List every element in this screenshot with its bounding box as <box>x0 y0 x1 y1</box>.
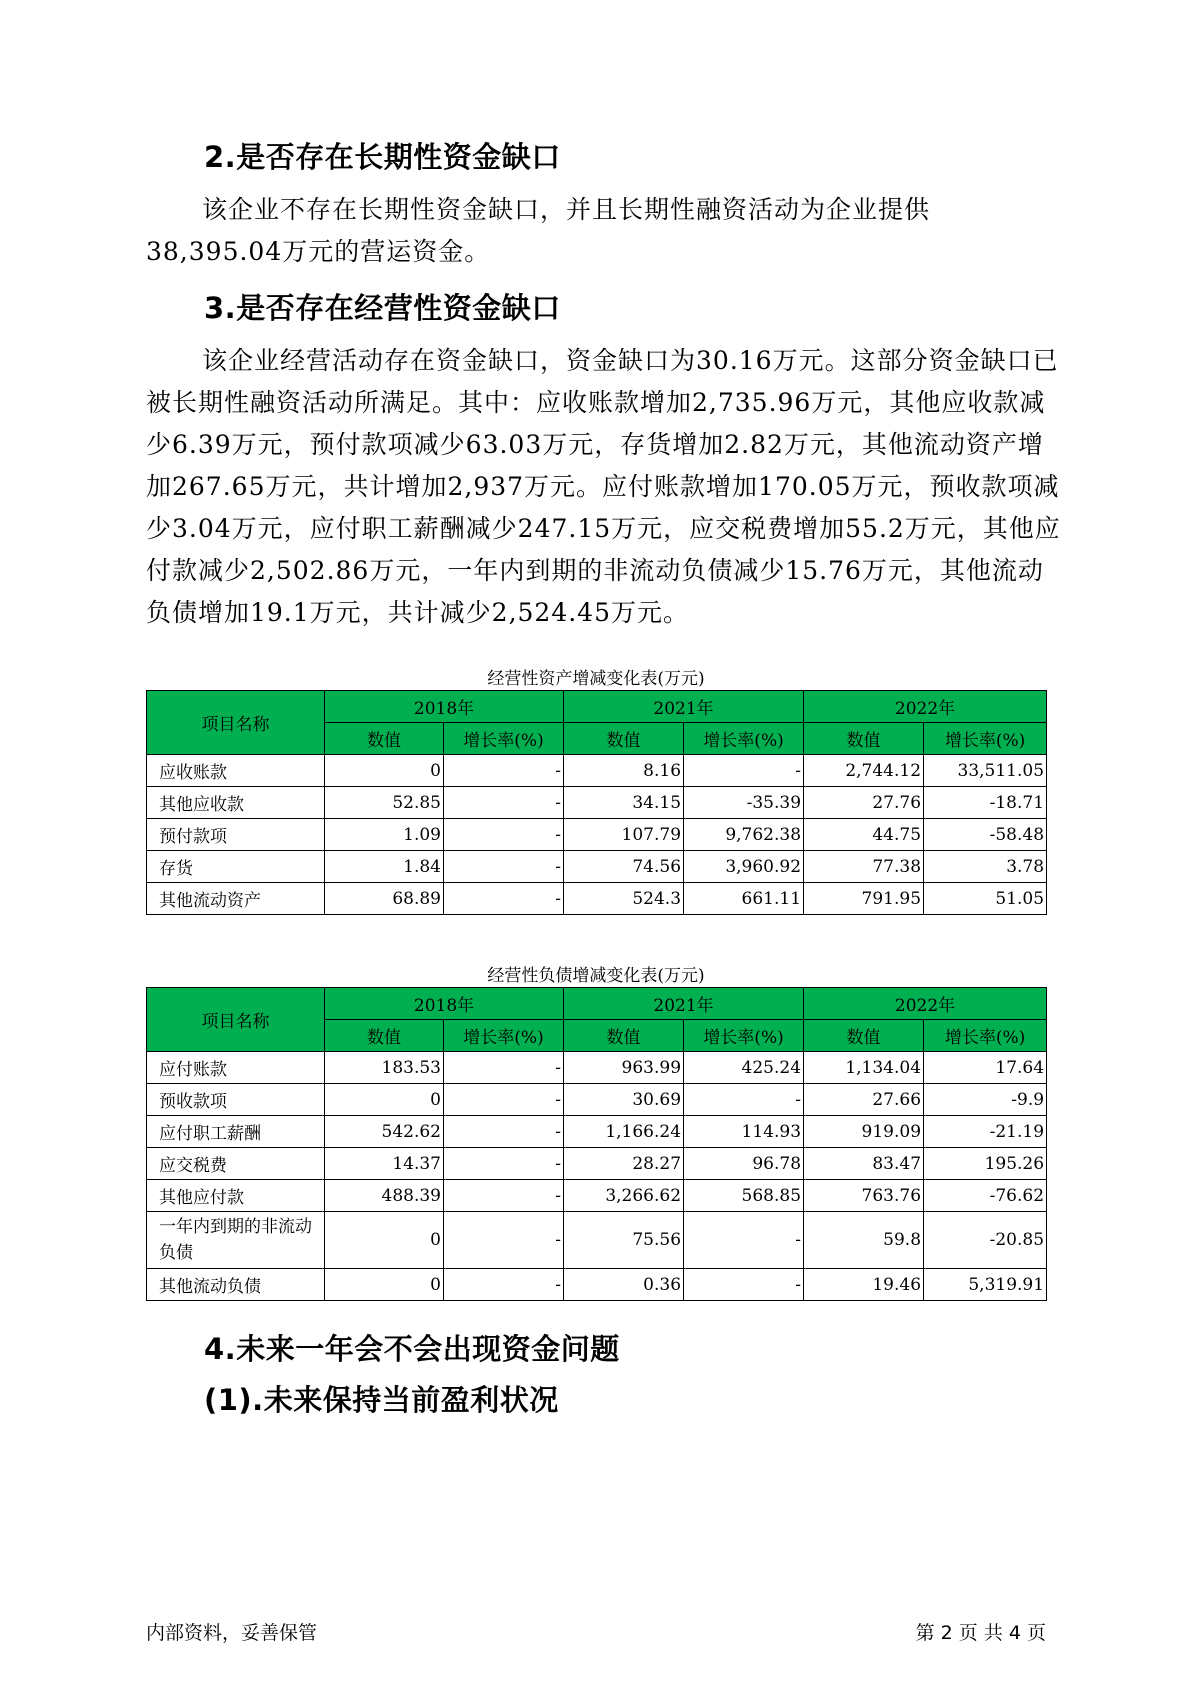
table-cell: - <box>444 883 564 915</box>
table-cell: 0.36 <box>564 1269 684 1301</box>
header-value: 数值 <box>325 1020 444 1052</box>
footer-confidential-note: 内部资料，妥善保管 <box>146 1622 318 1644</box>
row-label: 其他流动资产 <box>147 883 325 915</box>
section-3-text: 该企业经营活动存在资金缺口，资金缺口为30.16万元。这部分资金缺口已被长期性融资活动所满足。其中：应收账款增加2,735.96万元，其他应收款减少6.39万元，预付款项减少63.03万元，存货增加2.82万元，其他流动资产增加267.65万元，共计增加2,937万元。应付账款增加170.05万元，预收款项减少3.04万元，应付职工薪酬减少247.15万元，应交税费增加55.2万元，其他应付款减少2,502.86万元，一年内到期的非流动负债减少15.76万元，其他流动负债增加19.1万元，共计减少2,524.45万元。 <box>146 346 1061 627</box>
table-cell: 28.27 <box>564 1148 684 1180</box>
table-cell: 0 <box>325 1269 444 1301</box>
header-value: 数值 <box>325 723 444 755</box>
table-row <box>147 755 1047 787</box>
header-value: 数值 <box>804 1020 924 1052</box>
table-cell: 3,960.92 <box>684 851 804 883</box>
table-cell: 195.26 <box>924 1148 1047 1180</box>
table-cell: 74.56 <box>564 851 684 883</box>
table-cell: 8.16 <box>564 755 684 787</box>
header-year: 2018年 <box>325 691 564 723</box>
header-growth-rate: 增长率(%) <box>684 1020 804 1052</box>
section-2-heading: 2.是否存在长期性资金缺口 <box>204 140 561 174</box>
table-cell: - <box>444 819 564 851</box>
table-row <box>147 1180 1047 1212</box>
table-cell: -58.48 <box>924 819 1047 851</box>
header-growth-rate: 增长率(%) <box>444 1020 564 1052</box>
header-growth-rate: 增长率(%) <box>444 723 564 755</box>
table-cell: 27.76 <box>804 787 924 819</box>
header-year: 2018年 <box>325 988 564 1020</box>
operating-assets-table <box>146 690 1047 915</box>
table-cell: -76.62 <box>924 1180 1047 1212</box>
operating-liabilities-table <box>146 987 1047 1301</box>
table-cell: 0 <box>325 755 444 787</box>
table-row <box>147 883 1047 915</box>
table-cell: 963.99 <box>564 1052 684 1084</box>
row-label: 其他应收款 <box>147 787 325 819</box>
table-cell: 1.84 <box>325 851 444 883</box>
header-year: 2022年 <box>804 988 1047 1020</box>
header-growth-rate: 增长率(%) <box>924 1020 1047 1052</box>
header-year: 2021年 <box>564 988 804 1020</box>
table-cell: 33,511.05 <box>924 755 1047 787</box>
table-cell: 1,134.04 <box>804 1052 924 1084</box>
table-cell: 30.69 <box>564 1084 684 1116</box>
row-label: 其他流动负债 <box>147 1269 325 1301</box>
section-2-text: 该企业不存在长期性资金缺口，并且长期性融资活动为企业提供38,395.04万元的营运资金。 <box>146 195 931 266</box>
table-cell: - <box>444 787 564 819</box>
table-cell: -18.71 <box>924 787 1047 819</box>
table-row <box>147 1116 1047 1148</box>
table-cell: 44.75 <box>804 819 924 851</box>
table-cell: 107.79 <box>564 819 684 851</box>
table-row <box>147 819 1047 851</box>
header-value: 数值 <box>564 723 684 755</box>
table-cell: 542.62 <box>325 1116 444 1148</box>
table-cell: -21.19 <box>924 1116 1047 1148</box>
table-row <box>147 1148 1047 1180</box>
header-growth-rate: 增长率(%) <box>924 723 1047 755</box>
section-2-paragraph <box>146 189 1066 273</box>
table-cell: 1.09 <box>325 819 444 851</box>
section-4-heading: 4.未来一年会不会出现资金问题 <box>204 1332 620 1366</box>
table-2-caption: 经营性负债增减变化表(万元) <box>487 966 705 986</box>
table-cell: - <box>444 1116 564 1148</box>
table-cell: 763.76 <box>804 1180 924 1212</box>
table-cell: 83.47 <box>804 1148 924 1180</box>
table-cell: 183.53 <box>325 1052 444 1084</box>
row-label: 预收款项 <box>147 1084 325 1116</box>
row-label: 其他应付款 <box>147 1180 325 1212</box>
table-cell: - <box>444 1148 564 1180</box>
table-cell: 17.64 <box>924 1052 1047 1084</box>
table-cell: 75.56 <box>564 1212 684 1269</box>
row-label: 应收账款 <box>147 755 325 787</box>
table-cell: - <box>444 1212 564 1269</box>
table-cell: 14.37 <box>325 1148 444 1180</box>
header-value: 数值 <box>564 1020 684 1052</box>
table-row <box>147 1052 1047 1084</box>
table-cell: 27.66 <box>804 1084 924 1116</box>
header-item-name: 项目名称 <box>147 988 325 1052</box>
table-cell: 96.78 <box>684 1148 804 1180</box>
header-value: 数值 <box>804 723 924 755</box>
header-year: 2021年 <box>564 691 804 723</box>
table-cell: 568.85 <box>684 1180 804 1212</box>
table-cell: 425.24 <box>684 1052 804 1084</box>
table-1-caption: 经营性资产增减变化表(万元) <box>487 669 705 689</box>
table-cell: 59.8 <box>804 1212 924 1269</box>
table-cell: 791.95 <box>804 883 924 915</box>
header-year: 2022年 <box>804 691 1047 723</box>
table-cell: -35.39 <box>684 787 804 819</box>
table-cell: - <box>444 851 564 883</box>
section-3-heading: 3.是否存在经营性资金缺口 <box>204 291 561 325</box>
table-cell: - <box>444 1180 564 1212</box>
table-cell: 68.89 <box>325 883 444 915</box>
table-cell: 34.15 <box>564 787 684 819</box>
section-4-subheading: (1).未来保持当前盈利状况 <box>204 1383 559 1417</box>
table-cell: 5,319.91 <box>924 1269 1047 1301</box>
table-row <box>147 1084 1047 1116</box>
table-row <box>147 1212 1047 1269</box>
row-label: 存货 <box>147 851 325 883</box>
table-cell: 0 <box>325 1212 444 1269</box>
table-row <box>147 787 1047 819</box>
table-cell: - <box>444 755 564 787</box>
table-cell: - <box>444 1269 564 1301</box>
table-cell: 19.46 <box>804 1269 924 1301</box>
footer-page-number: 第 2 页 共 4 页 <box>915 1622 1046 1644</box>
table-cell: - <box>684 755 804 787</box>
table-cell: - <box>444 1084 564 1116</box>
table-cell: 77.38 <box>804 851 924 883</box>
row-label: 应交税费 <box>147 1148 325 1180</box>
table-cell: 9,762.38 <box>684 819 804 851</box>
table-row <box>147 851 1047 883</box>
table-cell: 661.11 <box>684 883 804 915</box>
table-cell: 2,744.12 <box>804 755 924 787</box>
section-3-paragraph <box>146 340 1066 634</box>
table-cell: -20.85 <box>924 1212 1047 1269</box>
table-row <box>147 1269 1047 1301</box>
table-cell: 0 <box>325 1084 444 1116</box>
table-cell: - <box>684 1269 804 1301</box>
row-label: 一年内到期的非流动负债 <box>147 1212 325 1269</box>
table-cell: - <box>684 1084 804 1116</box>
table-cell: 114.93 <box>684 1116 804 1148</box>
table-cell: - <box>684 1212 804 1269</box>
table-cell: -9.9 <box>924 1084 1047 1116</box>
header-item-name: 项目名称 <box>147 691 325 755</box>
table-cell: 919.09 <box>804 1116 924 1148</box>
table-cell: 1,166.24 <box>564 1116 684 1148</box>
header-growth-rate: 增长率(%) <box>684 723 804 755</box>
table-cell: 51.05 <box>924 883 1047 915</box>
table-cell: 3.78 <box>924 851 1047 883</box>
table-cell: 52.85 <box>325 787 444 819</box>
row-label: 应付职工薪酬 <box>147 1116 325 1148</box>
row-label: 应付账款 <box>147 1052 325 1084</box>
table-cell: - <box>444 1052 564 1084</box>
row-label: 预付款项 <box>147 819 325 851</box>
table-cell: 3,266.62 <box>564 1180 684 1212</box>
table-cell: 524.3 <box>564 883 684 915</box>
table-cell: 488.39 <box>325 1180 444 1212</box>
